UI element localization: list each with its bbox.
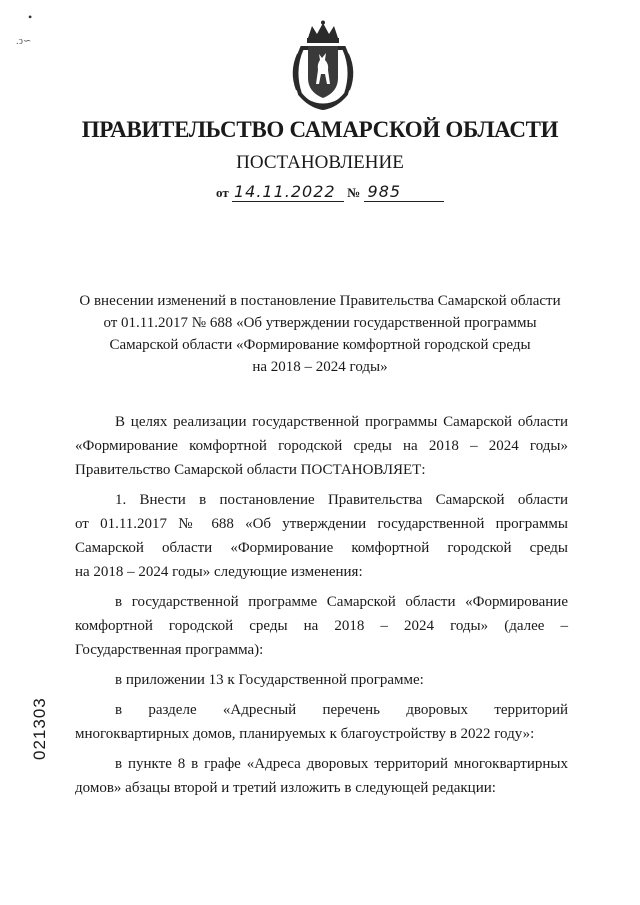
text-line: многоквартирных домов, планируемых к благоустройству в 2022 году»: [75,726,535,742]
text-line: Государственная программа): [75,642,264,658]
text-line: на 2018 – 2024 годы» следующие изменения: [75,564,363,580]
text-line: «Формирование комфортной городской среды на 2018 – 2024 годы» [75,438,568,454]
document-subject [60,290,580,378]
text-line: Самарской области «Формирование комфортной городской среды [75,540,568,556]
text-line: домов» абзацы второй и третий изложить в следующей редакции: [75,780,496,796]
form-serial-number: 021303 [30,697,49,760]
subject-line: О внесении изменений в постановление Правительства Самарской области [79,293,561,309]
text-line: в пункте 8 в графе «Адреса дворовых территорий многоквартирных [115,756,568,772]
subject-line: на 2018 – 2024 годы» [252,359,388,375]
scan-mark: • [28,10,33,24]
date-prefix: от [216,185,229,200]
date-number-line [216,182,444,202]
subject-line: Самарской области «Формирование комфортной городской среды [109,337,531,353]
paragraph-section [75,698,568,746]
document-type: ПОСТАНОВЛЕНИЕ [236,152,404,173]
paragraph-purpose [75,410,568,482]
text-line: В целях реализации государственной программы Самарской области [115,414,568,430]
paragraph-item-1 [75,488,568,584]
text-line: Правительство Самарской области ПОСТАНОВЛЯЕТ: [75,462,426,478]
text-line: в приложении 13 к Государственной программе: [115,672,424,688]
margin-scribble: .ↄ∽ [16,36,32,47]
text-line: комфортной городской среды на 2018 – 2024 годы» (далее – [75,618,568,634]
text-line: в разделе «Адресный перечень дворовых территорий [115,702,568,718]
paragraph-appendix [75,668,568,692]
text-line: 1. Внести в постановление Правительства Самарской области [115,492,568,508]
number-prefix: № [347,185,361,200]
paragraph-point-8 [75,752,568,800]
number-value: 985 [364,182,444,202]
samara-coat-of-arms-icon [288,20,358,110]
document-body [75,410,568,806]
text-line: от 01.11.2017 № 688 «Об утверждении государственной программы [75,516,568,532]
government-title: ПРАВИТЕЛЬСТВО САМАРСКОЙ ОБЛАСТИ [81,117,559,142]
subject-line: от 01.11.2017 № 688 «Об утверждении государственной программы [103,315,537,331]
text-line: в государственной программе Самарской области «Формирование [115,594,568,610]
date-value: 14.11.2022 [232,182,344,202]
paragraph-program [75,590,568,662]
